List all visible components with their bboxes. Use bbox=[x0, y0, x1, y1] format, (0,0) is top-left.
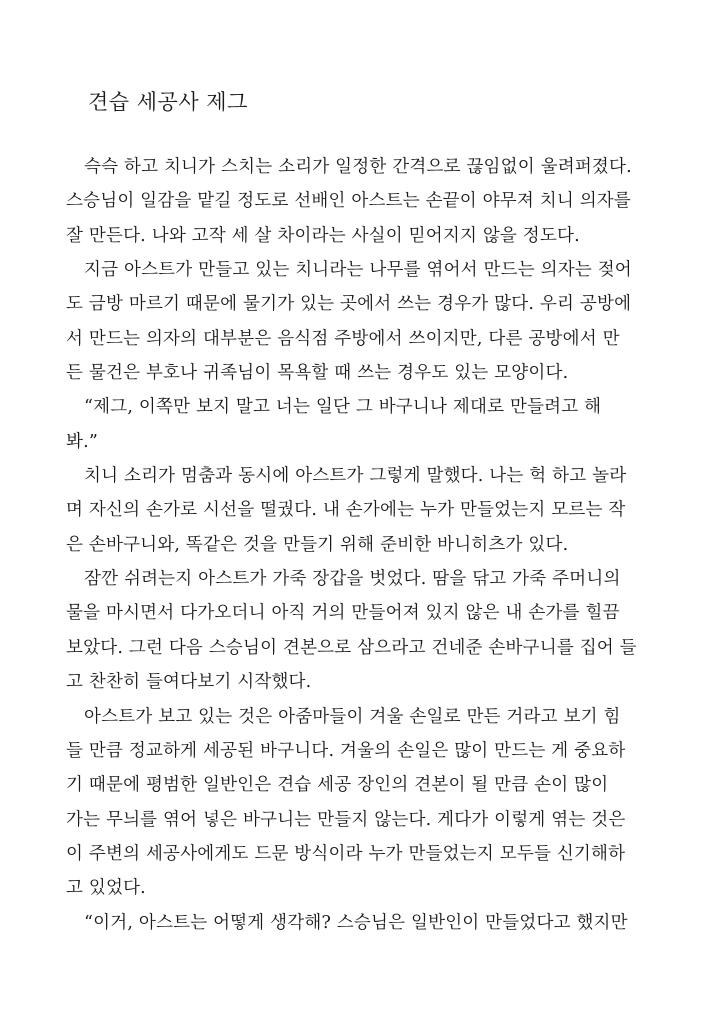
text-line: “이거, 아스트는 어떻게 생각해? 스승님은 일반인이 만들었다고 했지만 bbox=[84, 912, 628, 933]
text-line: 슥슥 하고 치니가 스치는 소리가 일정한 간격으로 끊임없이 울려퍼졌다. bbox=[84, 157, 632, 177]
text-line: 고 찬찬히 들여다보기 시작했다. bbox=[66, 672, 312, 693]
text-line: 치니 소리가 멈춤과 동시에 아스트가 그렇게 말했다. 나는 헉 하고 놀라 bbox=[84, 466, 627, 487]
text-line: 잘 만든다. 나와 고작 세 살 차이라는 사실이 믿어지지 않을 정도다. bbox=[66, 225, 580, 246]
text-line: 서 만드는 의자의 대부분은 음식점 주방에서 쓰이지만, 다른 공방에서 만 bbox=[66, 328, 620, 349]
text-line: 은 손바구니와, 똑같은 것을 만들기 위해 준비한 바니히츠가 있다. bbox=[66, 534, 569, 555]
text-line: 도 금방 마르기 때문에 물기가 있는 곳에서 쓰는 경우가 많다. 우리 공방에 bbox=[66, 294, 632, 315]
chapter-title: 견습 세공사 제그 bbox=[88, 90, 248, 114]
text-line: 기 때문에 평범한 일반인은 견습 세공 장인의 견본이 될 만큼 손이 많이 bbox=[66, 775, 609, 796]
text-line: 스승님이 일감을 맡길 정도로 선배인 아스트는 손끝이 야무져 치니 의자를 bbox=[66, 191, 632, 212]
text-line: 물을 마시면서 다가오더니 아직 거의 만들어져 있지 않은 내 손가를 힐끔 bbox=[66, 603, 620, 624]
text-line: 며 자신의 손가로 시선을 떨궜다. 내 손가에는 누가 만들었는지 모르는 작 bbox=[66, 500, 626, 521]
text-line: “제그, 이쪽만 보지 말고 너는 일단 그 바구니나 제대로 만들려고 해 bbox=[84, 397, 602, 418]
text-line: 아스트가 보고 있는 것은 아줌마들이 겨울 손일로 만든 거라고 보기 힘 bbox=[84, 706, 621, 727]
text-line: 가는 무늬를 엮어 넣은 바구니는 만들지 않는다. 게다가 이렇게 엮는 것은 bbox=[66, 809, 626, 830]
text-line: 지금 아스트가 만들고 있는 치니라는 나무를 엮어서 만드는 의자는 젖어 bbox=[84, 260, 632, 281]
text-line: 들 만큼 정교하게 세공된 바구니다. 겨울의 손일은 많이 만드는 게 중요하 bbox=[66, 740, 626, 761]
text-line: 이 주변의 세공사에게도 드문 방식이라 누가 만들었는지 모두들 신기해하 bbox=[66, 843, 626, 864]
text-line: 봐.” bbox=[66, 431, 99, 452]
text-line: 보았다. 그런 다음 스승님이 견본으로 삼으라고 건네준 손바구니를 집어 들 bbox=[66, 637, 637, 658]
text-line: 잠깐 쉬려는지 아스트가 가죽 장갑을 벗었다. 땀을 닦고 가죽 주머니의 bbox=[84, 569, 621, 590]
text-line: 든 물건은 부호나 귀족님이 목욕할 때 쓰는 경우도 있는 모양이다. bbox=[66, 363, 569, 384]
text-line: 고 있었다. bbox=[66, 878, 146, 899]
body-text bbox=[66, 150, 666, 940]
